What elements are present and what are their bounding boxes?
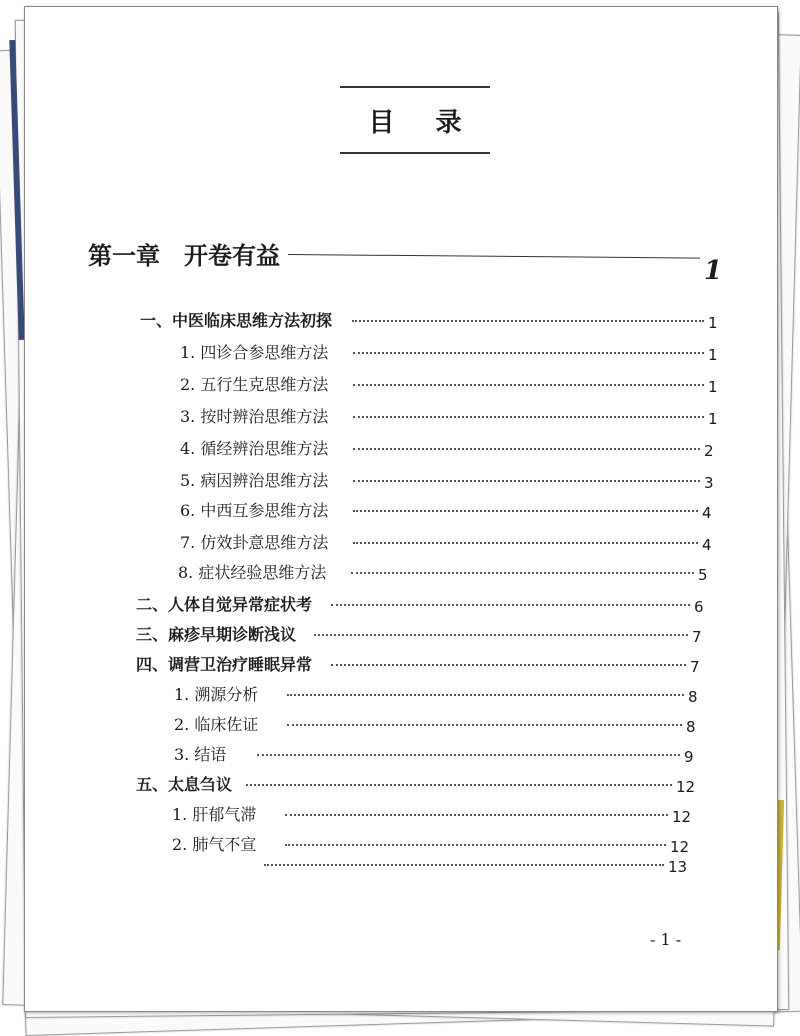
toc-dot-leader (353, 510, 698, 512)
toc-entry-page: 6 (694, 598, 704, 616)
toc-entry-page: 12 (670, 838, 690, 856)
toc-entry-label: 二、人体自觉异常症状考 (136, 595, 313, 614)
title-rule-top (340, 86, 490, 88)
toc-entry-page: 8 (688, 688, 698, 706)
toc-entry-label: 3. 按时辨治思维方法 (180, 407, 329, 426)
toc-entry-label: 四、调营卫治疗睡眠异常 (136, 655, 313, 674)
toc-entry (174, 682, 718, 708)
chapter-page-number: 1 (704, 256, 723, 286)
toc-entry-page: 2 (704, 442, 714, 460)
toc-dot-leader (353, 352, 704, 354)
toc-entry-label: 5. 病因辨治思维方法 (180, 471, 329, 490)
toc-entry-page: 12 (672, 808, 692, 826)
toc-entry-label: 1. 四诊合参思维方法 (180, 343, 329, 362)
toc-dot-leader (257, 754, 680, 756)
toc-entry (180, 468, 734, 494)
title-rule-bottom (340, 152, 490, 154)
toc-entry-label: 7. 仿效卦意思维方法 (180, 533, 329, 552)
toc-entry (140, 308, 738, 334)
toc-entry-label: 6. 中西互参思维方法 (180, 501, 329, 520)
toc-entry-label: 8. 症状经验思维方法 (178, 563, 327, 582)
toc-entry (136, 772, 706, 798)
toc-entry-label: 2. 五行生克思维方法 (180, 375, 329, 394)
toc-entry-page: 3 (704, 474, 714, 492)
toc-dot-leader (352, 320, 704, 322)
toc-dot-leader (287, 694, 684, 696)
toc-entry-label: 1. 肝郁气滞 (172, 805, 257, 824)
toc-entry-page: 4 (702, 504, 712, 522)
toc-entry-page: 13 (668, 858, 688, 876)
toc-entry (180, 498, 732, 524)
toc-entry (136, 652, 720, 678)
toc-entry-page: 7 (692, 628, 702, 646)
toc-entry-page: 8 (686, 718, 696, 736)
chapter-leader-line (288, 254, 700, 259)
toc-dot-leader (246, 784, 672, 786)
chapter-heading (88, 232, 728, 292)
toc-dot-leader (285, 814, 668, 816)
toc-entry-label: 1. 溯源分析 (174, 685, 259, 704)
toc-entry-label: 3. 结语 (174, 745, 227, 764)
toc-entry (180, 372, 738, 398)
toc-dot-leader (351, 572, 694, 574)
toc-dot-leader (353, 480, 700, 482)
toc-dot-leader (353, 384, 704, 386)
toc-entry (174, 712, 716, 738)
page-title: 目 录 (368, 108, 478, 138)
toc-entry (264, 852, 698, 878)
chapter-title: 第一章 开卷有益 (88, 241, 280, 270)
toc-entry-label: 2. 肺气不宣 (172, 835, 257, 854)
toc-entry-label: 三、麻疹早期诊断浅议 (136, 625, 297, 644)
toc-dot-leader (331, 604, 690, 606)
toc-entry-label: 一、中医临床思维方法初探 (140, 311, 333, 330)
toc-entry (136, 622, 722, 648)
toc-entry-label: 五、太息刍议 (136, 775, 233, 794)
toc-entry (172, 802, 702, 828)
toc-entry-page: 4 (702, 536, 712, 554)
toc-dot-leader (331, 664, 686, 666)
toc-dot-leader (353, 448, 700, 450)
toc-entry-page: 5 (698, 566, 708, 584)
toc-entry (136, 592, 724, 618)
toc-entry (178, 560, 728, 586)
toc-dot-leader (287, 724, 682, 726)
toc-entry (180, 340, 738, 366)
toc-entry-page: 9 (684, 748, 694, 766)
toc-dot-leader (353, 416, 704, 418)
footer-page-number: - 1 - (650, 930, 682, 949)
toc-entry (174, 742, 714, 768)
toc-entry-page: 1 (708, 346, 718, 364)
toc-dot-leader (264, 864, 664, 866)
toc-entry-label: 4. 循经辨治思维方法 (180, 439, 329, 458)
toc-entry-page: 1 (708, 410, 718, 428)
toc-entry-page: 12 (676, 778, 696, 796)
toc-entry-page: 1 (708, 314, 718, 332)
toc-dot-leader (353, 542, 698, 544)
toc-dot-leader (314, 634, 688, 636)
toc-entry (180, 436, 734, 462)
toc-dot-leader (285, 844, 666, 846)
toc-entry-page: 7 (690, 658, 700, 676)
toc-entry (180, 530, 732, 556)
toc-entry (180, 404, 738, 430)
toc-entry-label: 2. 临床佐证 (174, 715, 259, 734)
toc-title-block (340, 86, 490, 156)
toc-entry-page: 1 (708, 378, 718, 396)
